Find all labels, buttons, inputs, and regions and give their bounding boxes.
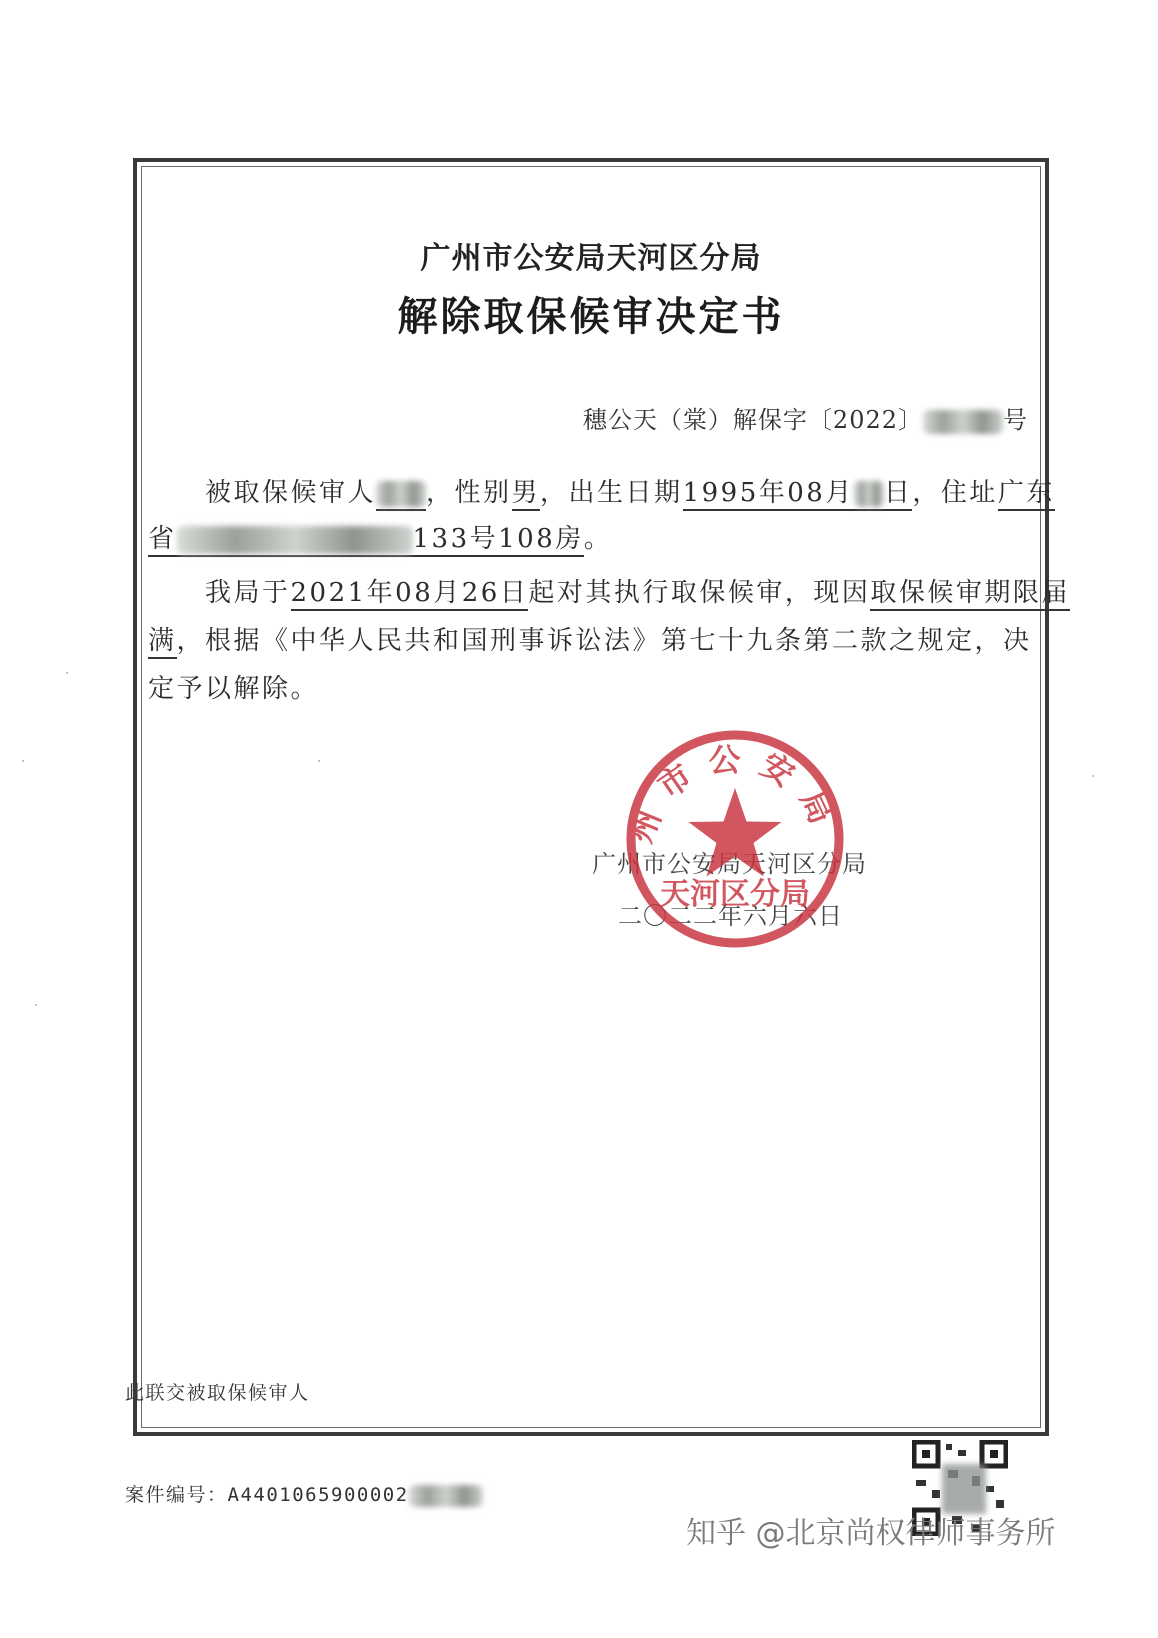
paragraph-1-line-2 — [148, 518, 612, 555]
official-seal — [620, 726, 850, 952]
case-number-value: A4401065900002 — [227, 1484, 409, 1506]
label-birth: ，出生日期 — [540, 478, 683, 508]
platform-watermark: 知乎 @北京尚权律师事务所 — [686, 1516, 1056, 1551]
redacted-name — [376, 481, 426, 507]
redacted-number — [923, 410, 1003, 434]
value-address-rest — [148, 524, 584, 557]
birth-date-suffix: 日 — [883, 478, 913, 508]
signature-agency: 广州市公安局天河区分局 — [592, 850, 867, 878]
seal-bottom-text: 天河区分局 — [660, 877, 810, 912]
address-end: 133号108房 — [412, 524, 584, 554]
p2-mid: 起对其执行取保候审，现因 — [528, 578, 871, 608]
p2-legal-basis: ，根据《中华人民共和国刑事诉讼法》第七十九条第二款之规定，决 — [176, 626, 1032, 656]
paragraph-1-line-1 — [205, 472, 1055, 509]
p2-start: 我局于 — [205, 578, 291, 608]
value-birth-date — [683, 478, 913, 511]
case-number-label: 案件编号： — [125, 1484, 228, 1506]
paragraph-2-line-2 — [148, 620, 1032, 657]
scan-speck — [35, 1004, 37, 1006]
redacted-address — [177, 526, 413, 554]
redacted-name-field — [376, 478, 426, 511]
scan-speck — [22, 760, 24, 762]
paragraph-1-end: 。 — [583, 524, 613, 554]
document-border-inner — [141, 166, 1041, 1428]
scan-speck — [1092, 775, 1094, 777]
value-address-start: 广东 — [998, 478, 1055, 511]
issuing-agency-heading: 广州市公安局天河区分局 — [420, 241, 762, 276]
birth-date-prefix: 1995年08月 — [682, 478, 854, 508]
paragraph-2-line-1 — [205, 572, 1070, 609]
signature-date: 二〇二二年六月六日 — [618, 902, 843, 930]
document-number-prefix: 穗公天（棠）解保字〔2022〕 — [582, 406, 923, 434]
scan-speck — [66, 672, 68, 674]
address-province: 省 — [148, 524, 177, 554]
value-reason-part-b: 满 — [148, 626, 177, 659]
redacted-case-number — [409, 1485, 483, 1507]
label-person: 被取保候审人 — [205, 478, 377, 508]
value-reason-part-a: 取保候审期限届 — [870, 578, 1070, 611]
seal-top-text: 州市公安局 — [621, 740, 848, 849]
redacted-birth-day — [854, 481, 884, 507]
label-gender: ，性别 — [426, 478, 512, 508]
seal-star-icon — [689, 788, 782, 877]
document-title: 解除取保候审决定书 — [397, 293, 785, 340]
case-number-row — [125, 1480, 483, 1507]
value-start-date: 2021年08月26日 — [291, 578, 529, 611]
document-number — [583, 400, 1028, 435]
value-gender: 男 — [512, 478, 541, 511]
label-address: ，住址 — [912, 478, 998, 508]
document-number-suffix: 号 — [1003, 406, 1028, 434]
copy-note: 此联交被取保候审人 — [125, 1382, 310, 1404]
paragraph-2-line-3: 定予以解除。 — [148, 674, 320, 704]
